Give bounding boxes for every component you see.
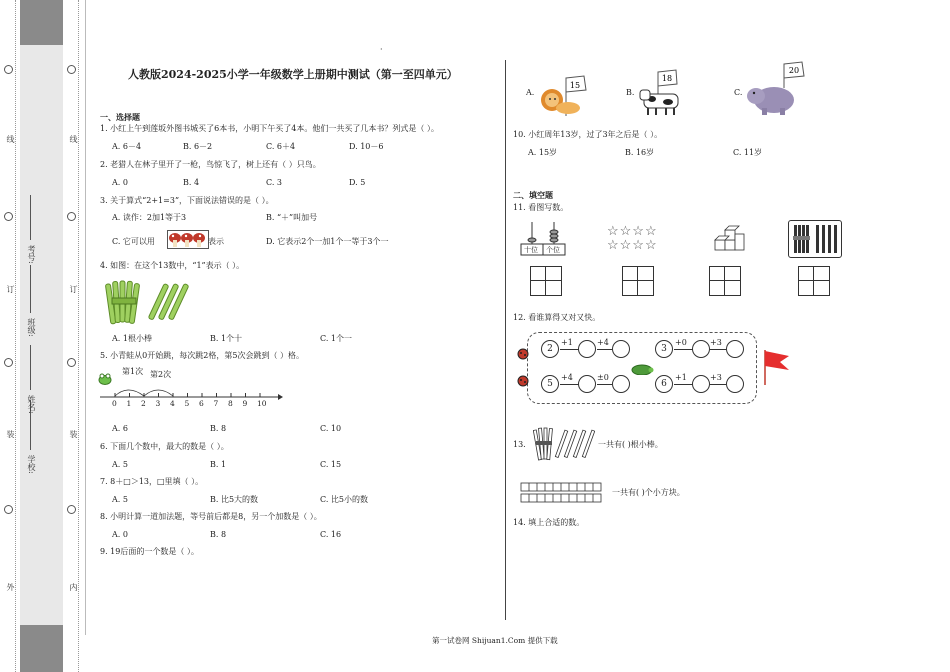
q3-stem: 3. 关于算式“2+1=3”，下面说法错误的是（ ）。 <box>100 196 274 205</box>
answer-box-3[interactable] <box>709 266 741 296</box>
field-name-line <box>30 345 31 390</box>
chain2-op2: +3 <box>710 338 722 347</box>
q2-option-d: D. 5 <box>349 178 366 187</box>
ladybug-icon <box>517 345 529 357</box>
chain4-arrow1 <box>674 384 694 385</box>
mushroom-picture <box>167 230 209 249</box>
number-line <box>98 378 283 400</box>
section1-heading: 一、选择题 <box>100 112 140 122</box>
chain3-start: 5 <box>541 375 559 393</box>
q7-option-c: C. 比5小的数 <box>320 495 369 504</box>
chain3-op2: ±0 <box>597 373 609 382</box>
q7-stem: 7. 8＋□＞13，□里填（ ）。 <box>100 477 204 486</box>
binding-fix-label-inner: 装 <box>69 430 78 438</box>
q5-option-c: C. 10 <box>320 424 342 433</box>
binding-line-label-inner: 线 <box>69 135 78 143</box>
q1-option-a: A. 6－4 <box>112 142 142 151</box>
binding-grey-bottom <box>20 625 63 672</box>
flag-number: 18 <box>661 74 673 83</box>
q3-option-c-suffix: 表示 <box>208 237 224 246</box>
chain2-blank1[interactable] <box>692 340 710 358</box>
page-left-rule <box>85 0 86 635</box>
chain1-arrow1 <box>560 349 580 350</box>
q3-option-b: B. “＋”叫加号 <box>266 213 318 222</box>
binding-circle <box>67 65 76 74</box>
chain4-op2: +3 <box>710 373 722 382</box>
q3-option-a: A. 读作：2加1等于3 <box>112 213 187 222</box>
chain3-blank2[interactable] <box>612 375 630 393</box>
q13-label: 13. <box>513 440 526 449</box>
q8-stem: 8. 小明计算一道加法题，等号前后都是8，另一个加数是（ ）。 <box>100 512 322 521</box>
jump-label-2: 第2次 <box>150 370 172 379</box>
q10-option-a: A. 15岁 <box>528 148 558 157</box>
binding-circle <box>67 505 76 514</box>
binding-order-label-inner: 订 <box>69 285 78 293</box>
stars-picture: ☆☆☆☆ ☆☆☆☆ <box>607 224 658 253</box>
q4-stem: 4. 如图：在这个13数中，“1”表示（ ）。 <box>100 261 245 270</box>
chain1-op2: +4 <box>597 338 609 347</box>
chain1-arrow2 <box>597 349 612 350</box>
q13-answer-text: 一共有( )根小棒。 <box>598 440 663 449</box>
number-line-tick-label: 5 <box>184 399 190 408</box>
q10-option-c: C. 11岁 <box>733 148 763 157</box>
bundled-sticks-picture <box>788 220 842 258</box>
chain2-start: 3 <box>655 340 673 358</box>
red-flag-icon <box>762 348 792 386</box>
q6-option-c: C. 15 <box>320 460 342 469</box>
number-line-tick-label: 1 <box>126 399 132 408</box>
number-line-tick-label: 3 <box>155 399 161 408</box>
q1-option-d: D. 10－6 <box>349 142 384 151</box>
q5-stem: 5. 小青蛙从0开始跳，每次跳2格，第5次会跳到（ ）格。 <box>100 351 304 360</box>
q3-option-d: D. 它表示2个一加1个一等于3个一 <box>266 237 389 246</box>
q8-option-b: B. 8 <box>210 530 227 539</box>
binding-circle <box>67 212 76 221</box>
answer-box-4[interactable] <box>798 266 830 296</box>
q1-stem: 1. 小红上午到莲坂外图书城买了6本书，小明下午买了4本。他们一共买了几本书？列式是（ ）。 <box>100 124 439 133</box>
q2-stem: 2. 老猎人在林子里开了一枪，鸟惊飞了，树上还有（ ）只鸟。 <box>100 160 321 169</box>
number-line-tick-label: 10 <box>257 399 267 408</box>
binding-grey-top <box>20 0 63 45</box>
chain1-op1: +1 <box>561 338 573 347</box>
column-divider <box>505 60 506 620</box>
field-class: 班级: <box>27 318 36 337</box>
chain4-start: 6 <box>655 375 673 393</box>
q3-option-c: C. 它可以用 <box>112 237 155 246</box>
page-title: 人教版2024-2025小学一年级数学上册期中测试（第一至四单元） <box>128 68 458 81</box>
answer-box-2[interactable] <box>622 266 654 296</box>
binding-outer-label: 外 <box>6 583 15 591</box>
q7-option-b: B. 比5大的数 <box>210 495 259 504</box>
flag-number: 15 <box>569 81 581 90</box>
abacus-ones-label: 个位 <box>546 246 560 254</box>
q8-option-c: C. 16 <box>320 530 342 539</box>
q2-option-a: A. 0 <box>112 178 128 187</box>
q8-option-a: A. 0 <box>112 530 128 539</box>
chain2-op1: +0 <box>675 338 687 347</box>
q6-stem: 6. 下面几个数中，最大的数是（ ）。 <box>100 442 229 451</box>
abacus-tens-label: 十位 <box>524 246 538 254</box>
q6-option-b: B. 1 <box>210 460 227 469</box>
blocks-row-picture <box>520 480 604 504</box>
chain1-blank1[interactable] <box>578 340 596 358</box>
q4-option-b: B. 1个十 <box>210 334 243 343</box>
outer-dotted-column <box>3 0 15 672</box>
field-class-line <box>30 265 31 313</box>
q13b-answer-text: 一共有( )个小方块。 <box>612 488 685 497</box>
number-line-tick-label: 6 <box>199 399 204 408</box>
binding-circle <box>4 358 13 367</box>
q13-sticks-picture <box>533 425 595 463</box>
chain4-arrow2 <box>710 384 726 385</box>
jump-label-1: 第1次 <box>122 367 144 376</box>
q4-option-c: C. 1个一 <box>320 334 353 343</box>
chain3-blank1[interactable] <box>578 375 596 393</box>
q6-option-a: A. 5 <box>112 460 128 469</box>
cubes-picture <box>711 222 747 254</box>
chain4-op1: +1 <box>675 373 687 382</box>
q2-option-b: B. 4 <box>183 178 200 187</box>
cow-flag-picture <box>636 68 686 118</box>
section2-heading: 二、填空题 <box>513 190 553 200</box>
ladybug-icon <box>517 372 529 384</box>
chain2-arrow1 <box>674 349 694 350</box>
q9-option-a-label: A. <box>526 88 535 97</box>
number-line-tick-label: 7 <box>213 399 219 408</box>
header-dot: · <box>380 45 383 54</box>
lion-flag-picture <box>538 72 590 118</box>
chain3-arrow2 <box>597 384 612 385</box>
binding-line-label-outer: 线 <box>6 135 15 143</box>
field-id: 考号: <box>27 245 36 264</box>
page-footer: 第一试卷网 Shijuan1.Com 提供下载 <box>432 636 558 645</box>
binding-circle <box>4 212 13 221</box>
q14-stem: 14. 填上合适的数。 <box>513 518 585 527</box>
field-name: 姓名: <box>27 395 36 414</box>
q7-option-a: A. 5 <box>112 495 128 504</box>
turtle-icon <box>630 360 654 373</box>
chain2-blank2[interactable] <box>726 340 744 358</box>
q9-option-c-label: C. <box>734 88 743 97</box>
binding-circle <box>67 358 76 367</box>
binding-order-label-outer: 订 <box>6 285 15 293</box>
binding-fix-label-outer: 装 <box>6 430 15 438</box>
number-line-tick-label: 2 <box>141 399 146 408</box>
chain4-blank1[interactable] <box>692 375 710 393</box>
chain1-blank2[interactable] <box>612 340 630 358</box>
chain2-arrow2 <box>710 349 726 350</box>
q4-option-a: A. 1根小棒 <box>112 334 152 343</box>
q9-option-b-label: B. <box>626 88 635 97</box>
binding-inner-label: 内 <box>69 583 78 591</box>
field-school: 学校: <box>27 455 36 474</box>
chain1-start: 2 <box>541 340 559 358</box>
flag-number: 20 <box>788 66 800 75</box>
q5-option-b: B. 8 <box>210 424 227 433</box>
number-line-tick-label: 4 <box>170 399 175 408</box>
sticks-bundle-picture <box>104 278 194 326</box>
binding-circle <box>4 65 13 74</box>
number-line-tick-label: 0 <box>112 399 117 408</box>
q1-option-b: B. 6－2 <box>183 142 213 151</box>
q10-stem: 10. 小红周年13岁，过了3年之后是（ ）。 <box>513 130 663 139</box>
q1-option-c: C. 6＋4 <box>266 142 296 151</box>
chain3-op1: +4 <box>561 373 573 382</box>
q9-stem: 9. 19后面的一个数是（ ）。 <box>100 547 199 556</box>
binding-circle <box>4 505 13 514</box>
hippo-flag-picture <box>746 60 808 118</box>
chain3-arrow1 <box>560 384 580 385</box>
inner-dotted-column <box>66 0 79 672</box>
field-id-line <box>30 195 31 240</box>
q10-option-b: B. 16岁 <box>625 148 655 157</box>
answer-box-1[interactable] <box>530 266 562 296</box>
number-line-tick-label: 9 <box>242 399 248 408</box>
q12-stem: 12. 看谁算得又对又快。 <box>513 313 601 322</box>
chain4-blank2[interactable] <box>726 375 744 393</box>
number-line-tick-label: 8 <box>228 399 233 408</box>
q11-stem: 11. 看图写数。 <box>513 203 569 212</box>
q5-option-a: A. 6 <box>112 424 128 433</box>
q2-option-c: C. 3 <box>266 178 283 187</box>
